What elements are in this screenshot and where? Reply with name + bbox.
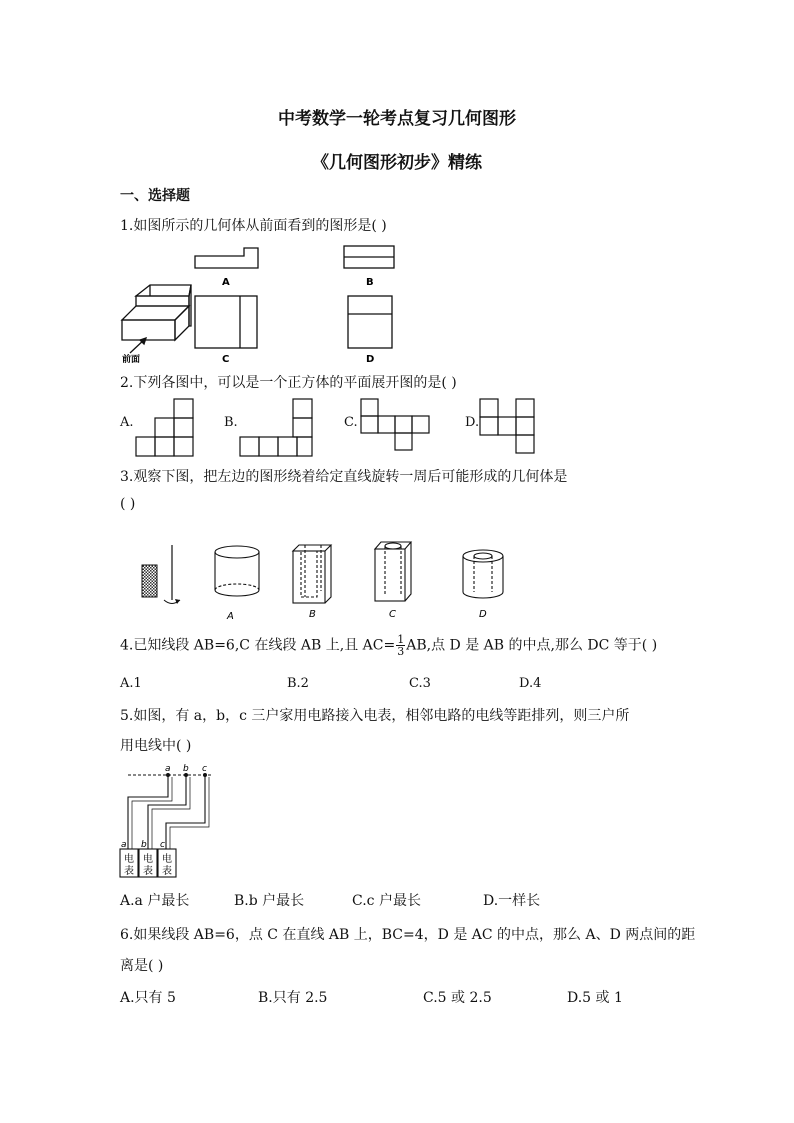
q3-option-d-label: D [479, 609, 487, 620]
q3-option-a-label: A [227, 611, 234, 622]
fraction-numerator: 1 [397, 633, 405, 646]
q5-option-d: D.一样长 [483, 893, 541, 909]
question-3-paren: ( ) [120, 496, 136, 512]
meter-b-char2: 表 [143, 866, 153, 877]
q4-option-a: A.1 [120, 676, 142, 691]
page-subtitle: 《几何图形初步》精练 [312, 153, 482, 173]
page-title: 中考数学一轮考点复习几何图形 [278, 109, 516, 129]
q6-option-c: C.5 或 2.5 [423, 990, 492, 1006]
q1-option-a-label: A [222, 277, 230, 288]
wire-label-c-bottom: c [160, 840, 165, 850]
fraction-denominator: 3 [397, 645, 405, 658]
meter-b-char1: 电 [143, 854, 153, 865]
q2-option-a-label: A. [120, 415, 134, 430]
wire-label-a-top: a [165, 764, 171, 774]
q5-option-c: C.c 户最长 [352, 893, 421, 909]
q6-option-a: A.只有 5 [120, 990, 176, 1006]
wire-b [148, 775, 186, 849]
q6-option-d: D.5 或 1 [567, 990, 623, 1006]
q4-option-b: B.2 [287, 676, 309, 691]
question-5-text-line2: 用电线中( ) [120, 738, 192, 754]
wire-label-b-top: b [183, 764, 189, 774]
section-heading: 一、选择题 [120, 188, 190, 204]
front-label: 前面 [122, 355, 141, 365]
q6-option-b: B.只有 2.5 [258, 990, 328, 1006]
q1-option-b-label: B [366, 277, 374, 288]
question-1-text: 1.如图所示的几何体从前面看到的图形是( ) [120, 218, 387, 234]
meter-a-char1: 电 [124, 854, 134, 865]
question-6-text-line1: 6.如果线段 AB=6，点 C 在直线 AB 上，BC=4，D 是 AC 的中点，那么 A、D 两点间的距 [120, 927, 696, 943]
q3-option-b-label: B [309, 609, 316, 620]
question-2-text: 2.下列各图中，可以是一个正方体的平面展开图的是( ) [120, 375, 457, 391]
q2-option-d-label: D. [465, 415, 480, 430]
wire-label-b-bottom: b [141, 840, 147, 850]
question-6-text-line2: 离是( ) [120, 958, 164, 974]
q4-option-d: D.4 [519, 676, 542, 691]
q5-option-a: A.a 户最长 [120, 893, 190, 909]
wire-label-a-bottom: a [121, 840, 127, 850]
q2-option-c-label: C. [344, 415, 358, 430]
q1-option-d-label: D [366, 354, 375, 365]
meter-c-char1: 电 [162, 854, 172, 865]
q4-text-after: AB,点 D 是 AB 的中点,那么 DC 等于( ) [406, 637, 658, 654]
q5-option-b: B.b 户最长 [234, 893, 305, 909]
q1-option-c-label: C [222, 354, 230, 365]
meter-a-char2: 表 [124, 866, 134, 877]
q4-text-before: 4.已知线段 AB=6,C 在线段 AB 上,且 AC= [120, 637, 396, 654]
q2-option-b-label: B. [224, 415, 238, 430]
question-3-text: 3.观察下图，把左边的图形绕着给定直线旋转一周后可能形成的几何体是 [120, 469, 568, 485]
meter-c-char2: 表 [162, 866, 172, 877]
q3-option-c-label: C [389, 609, 396, 620]
question-5-text-line1: 5.如图，有 a，b，c 三户家用电路接入电表，相邻电路的电线等距排列，则三户所 [120, 708, 630, 724]
q4-option-c: C.3 [409, 676, 431, 691]
wire-label-c-top: c [202, 764, 207, 774]
